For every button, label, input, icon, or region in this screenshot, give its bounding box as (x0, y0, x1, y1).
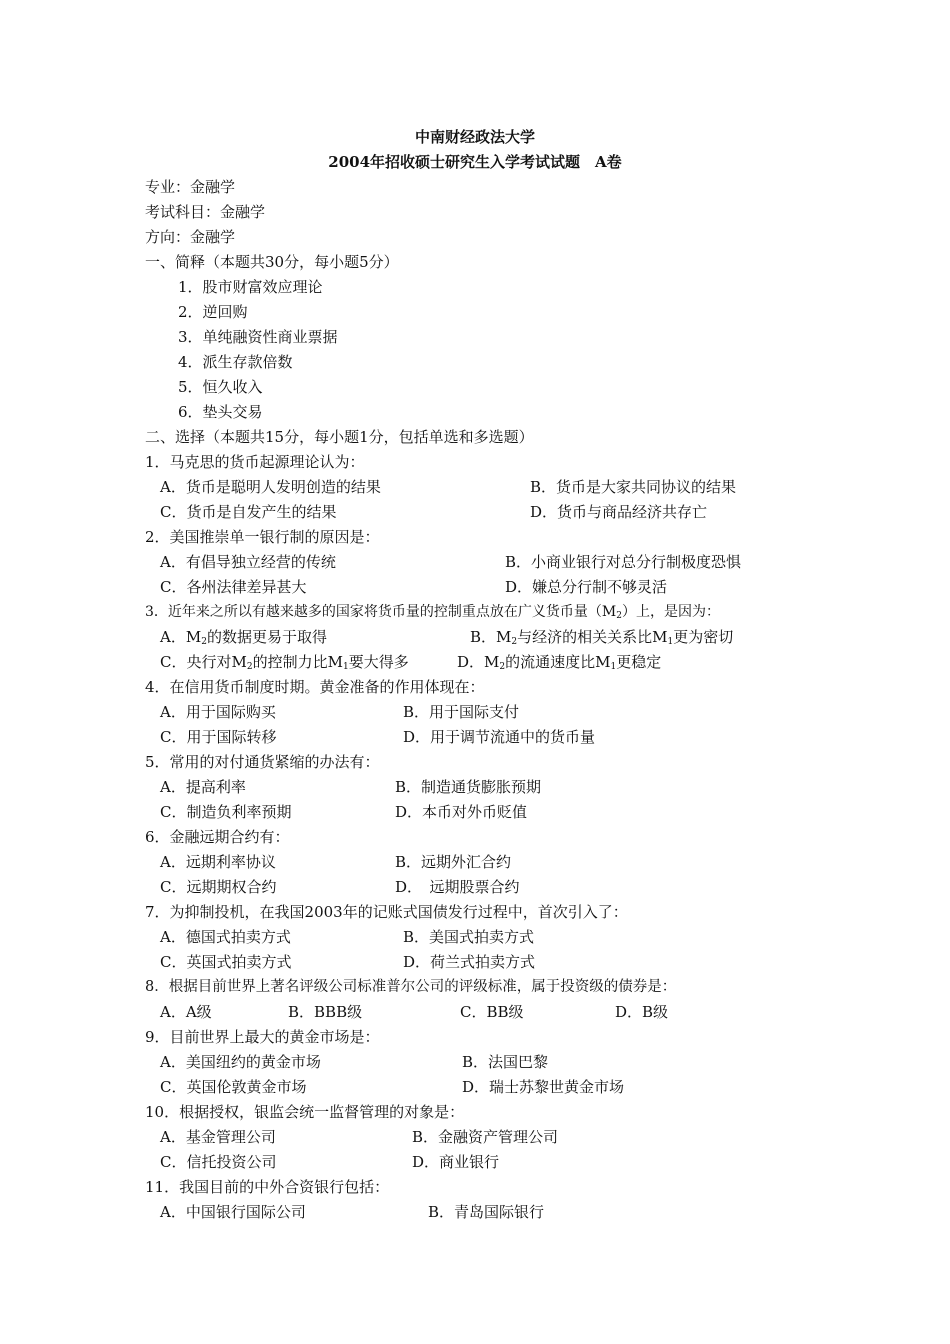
option-d: D．$M_2$的流通速度比$M_1$更稳定 (457, 653, 662, 672)
option-d: D．商业银行 (412, 1153, 500, 1171)
option-a: A．A级 (160, 1003, 212, 1021)
question-text: 5．常用的对付通货紧缩的办法有： (145, 753, 380, 771)
section1-item: 3．单纯融资性商业票据 (178, 328, 338, 346)
option-c: C．用于国际转移 (160, 728, 277, 746)
question-text: 10．根据授权，银监会统一监督管理的对象是： (145, 1103, 465, 1121)
option-d: D． 远期股票合约 (395, 878, 520, 896)
section1-item: 2．逆回购 (178, 303, 248, 321)
option-d: D．嫌总分行制不够灵活 (505, 578, 668, 596)
section1-item: 4．派生存款倍数 (178, 353, 293, 371)
option-c: C．英国伦敦黄金市场 (160, 1078, 307, 1096)
section1-heading: 一、简释（本题共30分，每小题5分） (145, 253, 399, 271)
option-c: C．远期期权合约 (160, 878, 277, 896)
option-b: B．远期外汇合约 (395, 853, 512, 871)
option-d: D．瑞士苏黎世黄金市场 (462, 1078, 625, 1096)
option-c: C．货币是自发产生的结果 (160, 503, 337, 521)
question-text: 2．美国推崇单一银行制的原因是： (145, 528, 380, 546)
section2-heading: 二、选择（本题共15分，每小题1分，包括单选和多选题） (145, 428, 534, 446)
option-d: D．用于调节流通中的货币量 (403, 728, 596, 746)
option-d: D．B级 (615, 1003, 669, 1021)
option-c: C．信托投资公司 (160, 1153, 277, 1171)
option-a: A．基金管理公司 (160, 1128, 276, 1146)
option-a: A．$M_2$的数据更易于取得 (160, 628, 327, 647)
section1-item: 5．恒久收入 (178, 378, 263, 396)
major-line: 专业：金融学 (145, 178, 236, 196)
option-c: C．央行对$M_2$的控制力比$M_1$要大得多 (160, 653, 409, 672)
section1-item: 1．股市财富效应理论 (178, 278, 323, 296)
option-a: A．远期利率协议 (160, 853, 276, 871)
subject-line: 考试科目：金融学 (145, 203, 266, 221)
exam-title: 2004年招收硕士研究生入学考试试题 A卷 (328, 153, 622, 171)
option-a: A．用于国际购买 (160, 703, 276, 721)
section1-item: 6．垫头交易 (178, 403, 263, 421)
question-text: 9．目前世界上最大的黄金市场是： (145, 1028, 380, 1046)
option-b: B．用于国际支付 (403, 703, 520, 721)
option-b: B．$M_2$与经济的相关关系比$M_1$更为密切 (470, 628, 734, 647)
option-c: C．BB级 (460, 1003, 524, 1021)
question-text: 8．根据目前世界上著名评级公司标准普尔公司的评级标准，属于投资级的债券是： (145, 979, 677, 995)
option-b: B．制造通货膨胀预期 (395, 778, 542, 796)
option-d: D．货币与商品经济共存亡 (530, 503, 708, 521)
direction-line: 方向：金融学 (145, 228, 236, 246)
option-a: A．中国银行国际公司 (160, 1203, 306, 1221)
question-text: 7．为抑制投机，在我国2003年的记账式国债发行过程中，首次引入了： (145, 903, 628, 921)
option-c: C．英国式拍卖方式 (160, 953, 292, 971)
question-text: 4．在信用货币制度时期。黄金准备的作用体现在： (145, 678, 485, 696)
option-b: B．BBB级 (288, 1003, 363, 1021)
option-b: B．青岛国际银行 (428, 1203, 545, 1221)
option-d: D．荷兰式拍卖方式 (403, 953, 536, 971)
option-a: A．德国式拍卖方式 (160, 928, 291, 946)
option-c: C．各州法律差异甚大 (160, 578, 307, 596)
option-b: B．法国巴黎 (462, 1053, 549, 1071)
question-text: 1．马克思的货币起源理论认为： (145, 453, 365, 471)
option-a: A．美国纽约的黄金市场 (160, 1053, 321, 1071)
option-a: A．提高利率 (160, 778, 246, 796)
option-a: A．有倡导独立经营的传统 (160, 553, 336, 571)
option-c: C．制造负利率预期 (160, 803, 292, 821)
option-b: B．金融资产管理公司 (412, 1128, 559, 1146)
option-b: B．货币是大家共同协议的结果 (530, 478, 737, 496)
question-text: 3．近年来之所以有越来越多的国家将货币量的控制重点放在广义货币量$(M_2)$上，是因为： (145, 604, 720, 621)
question-text: 11．我国目前的中外合资银行包括： (145, 1178, 390, 1196)
question-text: 6．金融远期合约有： (145, 828, 290, 846)
option-d: D．本币对外币贬值 (395, 803, 528, 821)
university-title: 中南财经政法大学 (414, 128, 535, 146)
option-a: A．货币是聪明人发明创造的结果 (160, 478, 381, 496)
option-b: B．美国式拍卖方式 (403, 928, 535, 946)
option-b: B．小商业银行对总分行制极度恐惧 (505, 553, 742, 571)
